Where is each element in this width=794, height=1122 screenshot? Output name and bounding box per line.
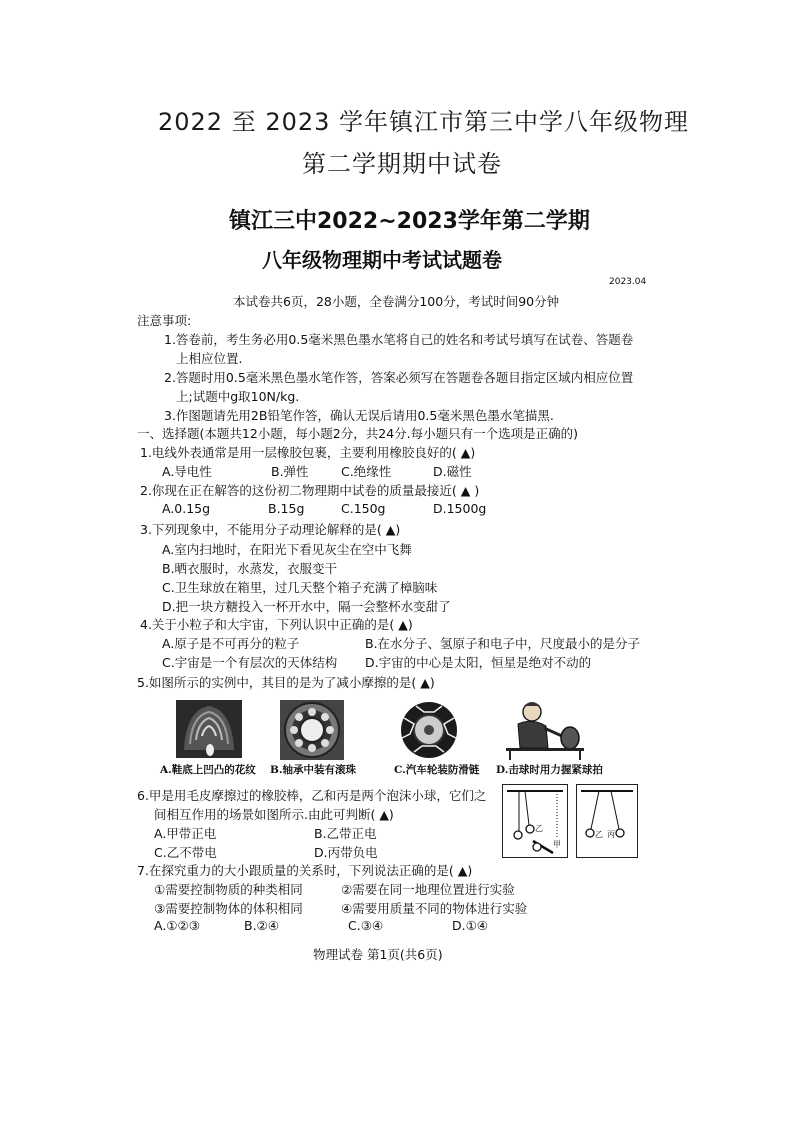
doc-title-line1: 2022 至 2023 学年镇江市第三中学八年级物理 xyxy=(158,108,690,136)
q2-option-a: A.0.15g xyxy=(162,501,211,516)
q4-stem: 4.关于小粒子和大宇宙，下列认识中正确的是( ▲) xyxy=(140,617,413,632)
q5-caption-d: D.击球时用力握紧球拍 xyxy=(496,764,603,776)
figure-shoe-sole xyxy=(176,700,242,758)
q1-option-c: C.绝缘性 xyxy=(341,464,392,479)
q6-figure-left xyxy=(502,784,568,858)
notes-title: 注意事项: xyxy=(137,313,192,328)
figure-ball-bearing xyxy=(280,700,344,760)
q7-statement-2: ②需要在同一地理位置进行实验 xyxy=(341,882,515,897)
q3-option-c: C.卫生球放在箱里，过几天整个箱子充满了樟脑味 xyxy=(162,580,438,595)
q4-option-c: C.宇宙是一个有层次的天体结构 xyxy=(162,655,338,670)
q7-option-a: A.①②③ xyxy=(154,918,200,933)
q1-stem: 1.电线外表通常是用一层橡胶包裹，主要利用橡胶良好的( ▲) xyxy=(140,445,476,460)
q2-option-d: D.1500g xyxy=(433,501,487,516)
q6-stem-line1: 6.甲是用毛皮摩擦过的橡胶棒，乙和丙是两个泡沫小球，它们之 xyxy=(137,788,487,803)
q5-stem: 5.如图所示的实例中，其目的是为了减小摩擦的是( ▲) xyxy=(137,675,435,690)
q2-option-c: C.150g xyxy=(341,501,386,516)
q7-option-c: C.③④ xyxy=(348,918,384,933)
figure-racket-player xyxy=(506,698,584,760)
note-1a: 1.答卷前，考生务必用0.5毫米黑色墨水笔将自己的姓名和考试号填写在试卷、答题卷 xyxy=(164,332,634,347)
note-1b: 上相应位置. xyxy=(176,351,243,366)
q6-label-bing: 丙 xyxy=(607,830,615,839)
doc-title-line2: 第二学期期中试卷 xyxy=(302,150,502,178)
q7-stem: 7.在探究重力的大小跟质量的关系时，下列说法正确的是( ▲) xyxy=(137,863,473,878)
page-footer: 物理试卷 第1页(共6页) xyxy=(313,947,443,962)
q6-option-a: A.甲带正电 xyxy=(154,826,217,841)
q6-option-d: D.丙带负电 xyxy=(314,845,378,860)
note-2a: 2.答题时用0.5毫米黑色墨水笔作答，答案必须写在答题卷各题目指定区域内相应位置 xyxy=(164,370,634,385)
q5-caption-c: C.汽车轮装防滑链 xyxy=(394,764,480,776)
q5-caption-b: B.轴承中装有滚珠 xyxy=(270,764,357,776)
q4-option-d: D.宇宙的中心是太阳，恒星是绝对不动的 xyxy=(365,655,592,670)
q3-option-a: A.室内扫地时，在阳光下看见灰尘在空中飞舞 xyxy=(162,542,412,557)
q6-label-yi-right: 乙 xyxy=(595,830,603,839)
q7-statement-3: ③需要控制物体的体积相同 xyxy=(154,901,303,916)
note-2b: 上;试题中g取10N/kg. xyxy=(176,389,300,404)
q6-option-b: B.乙带正电 xyxy=(314,826,377,841)
q7-option-b: B.②④ xyxy=(244,918,279,933)
q6-label-jia: 甲 xyxy=(553,840,561,849)
note-3: 3.作图题请先用2B铅笔作答，确认无误后请用0.5毫米黑色墨水笔描黑. xyxy=(164,408,554,423)
exam-heading: 八年级物理期中考试试题卷 xyxy=(262,248,502,272)
exam-summary: 本试卷共6页，28小题，全卷满分100分，考试时间90分钟 xyxy=(233,294,560,309)
q6-label-yi: 乙 xyxy=(535,824,543,833)
q2-option-b: B.15g xyxy=(268,501,305,516)
figure-snow-chain-tire xyxy=(392,700,466,762)
q1-option-b: B.弹性 xyxy=(271,464,309,479)
q3-option-b: B.晒衣服时，水蒸发，衣服变干 xyxy=(162,561,338,576)
section1-heading: 一、选择题(本题共12小题，每小题2分，共24分.每小题只有一个选项是正确的) xyxy=(137,426,578,441)
exam-date: 2023.04 xyxy=(609,277,647,287)
q6-option-c: C.乙不带电 xyxy=(154,845,217,860)
q1-option-d: D.磁性 xyxy=(433,464,472,479)
q7-statement-1: ①需要控制物质的种类相同 xyxy=(154,882,303,897)
q2-stem: 2.你现在正在解答的这份初二物理期中试卷的质量最接近( ▲ ) xyxy=(140,483,480,498)
school-heading: 镇江三中2022~2023学年第二学期 xyxy=(229,209,590,234)
q4-option-a: A.原子是不可再分的粒子 xyxy=(162,636,300,651)
q7-option-d: D.①④ xyxy=(452,918,489,933)
q4-option-b: B.在水分子、氢原子和电子中，尺度最小的是分子 xyxy=(365,636,641,651)
q6-stem-line2: 间相互作用的场景如图所示.由此可判断( ▲) xyxy=(154,807,394,822)
q1-option-a: A.导电性 xyxy=(162,464,212,479)
q6-figure-right xyxy=(576,784,638,858)
q5-caption-a: A.鞋底上凹凸的花纹 xyxy=(160,764,256,776)
q3-option-d: D.把一块方糖投入一杯开水中，隔一会整杯水变甜了 xyxy=(162,599,451,614)
q7-statement-4: ④需要用质量不同的物体进行实验 xyxy=(341,901,528,916)
q3-stem: 3.下列现象中，不能用分子动理论解释的是( ▲) xyxy=(140,522,401,537)
